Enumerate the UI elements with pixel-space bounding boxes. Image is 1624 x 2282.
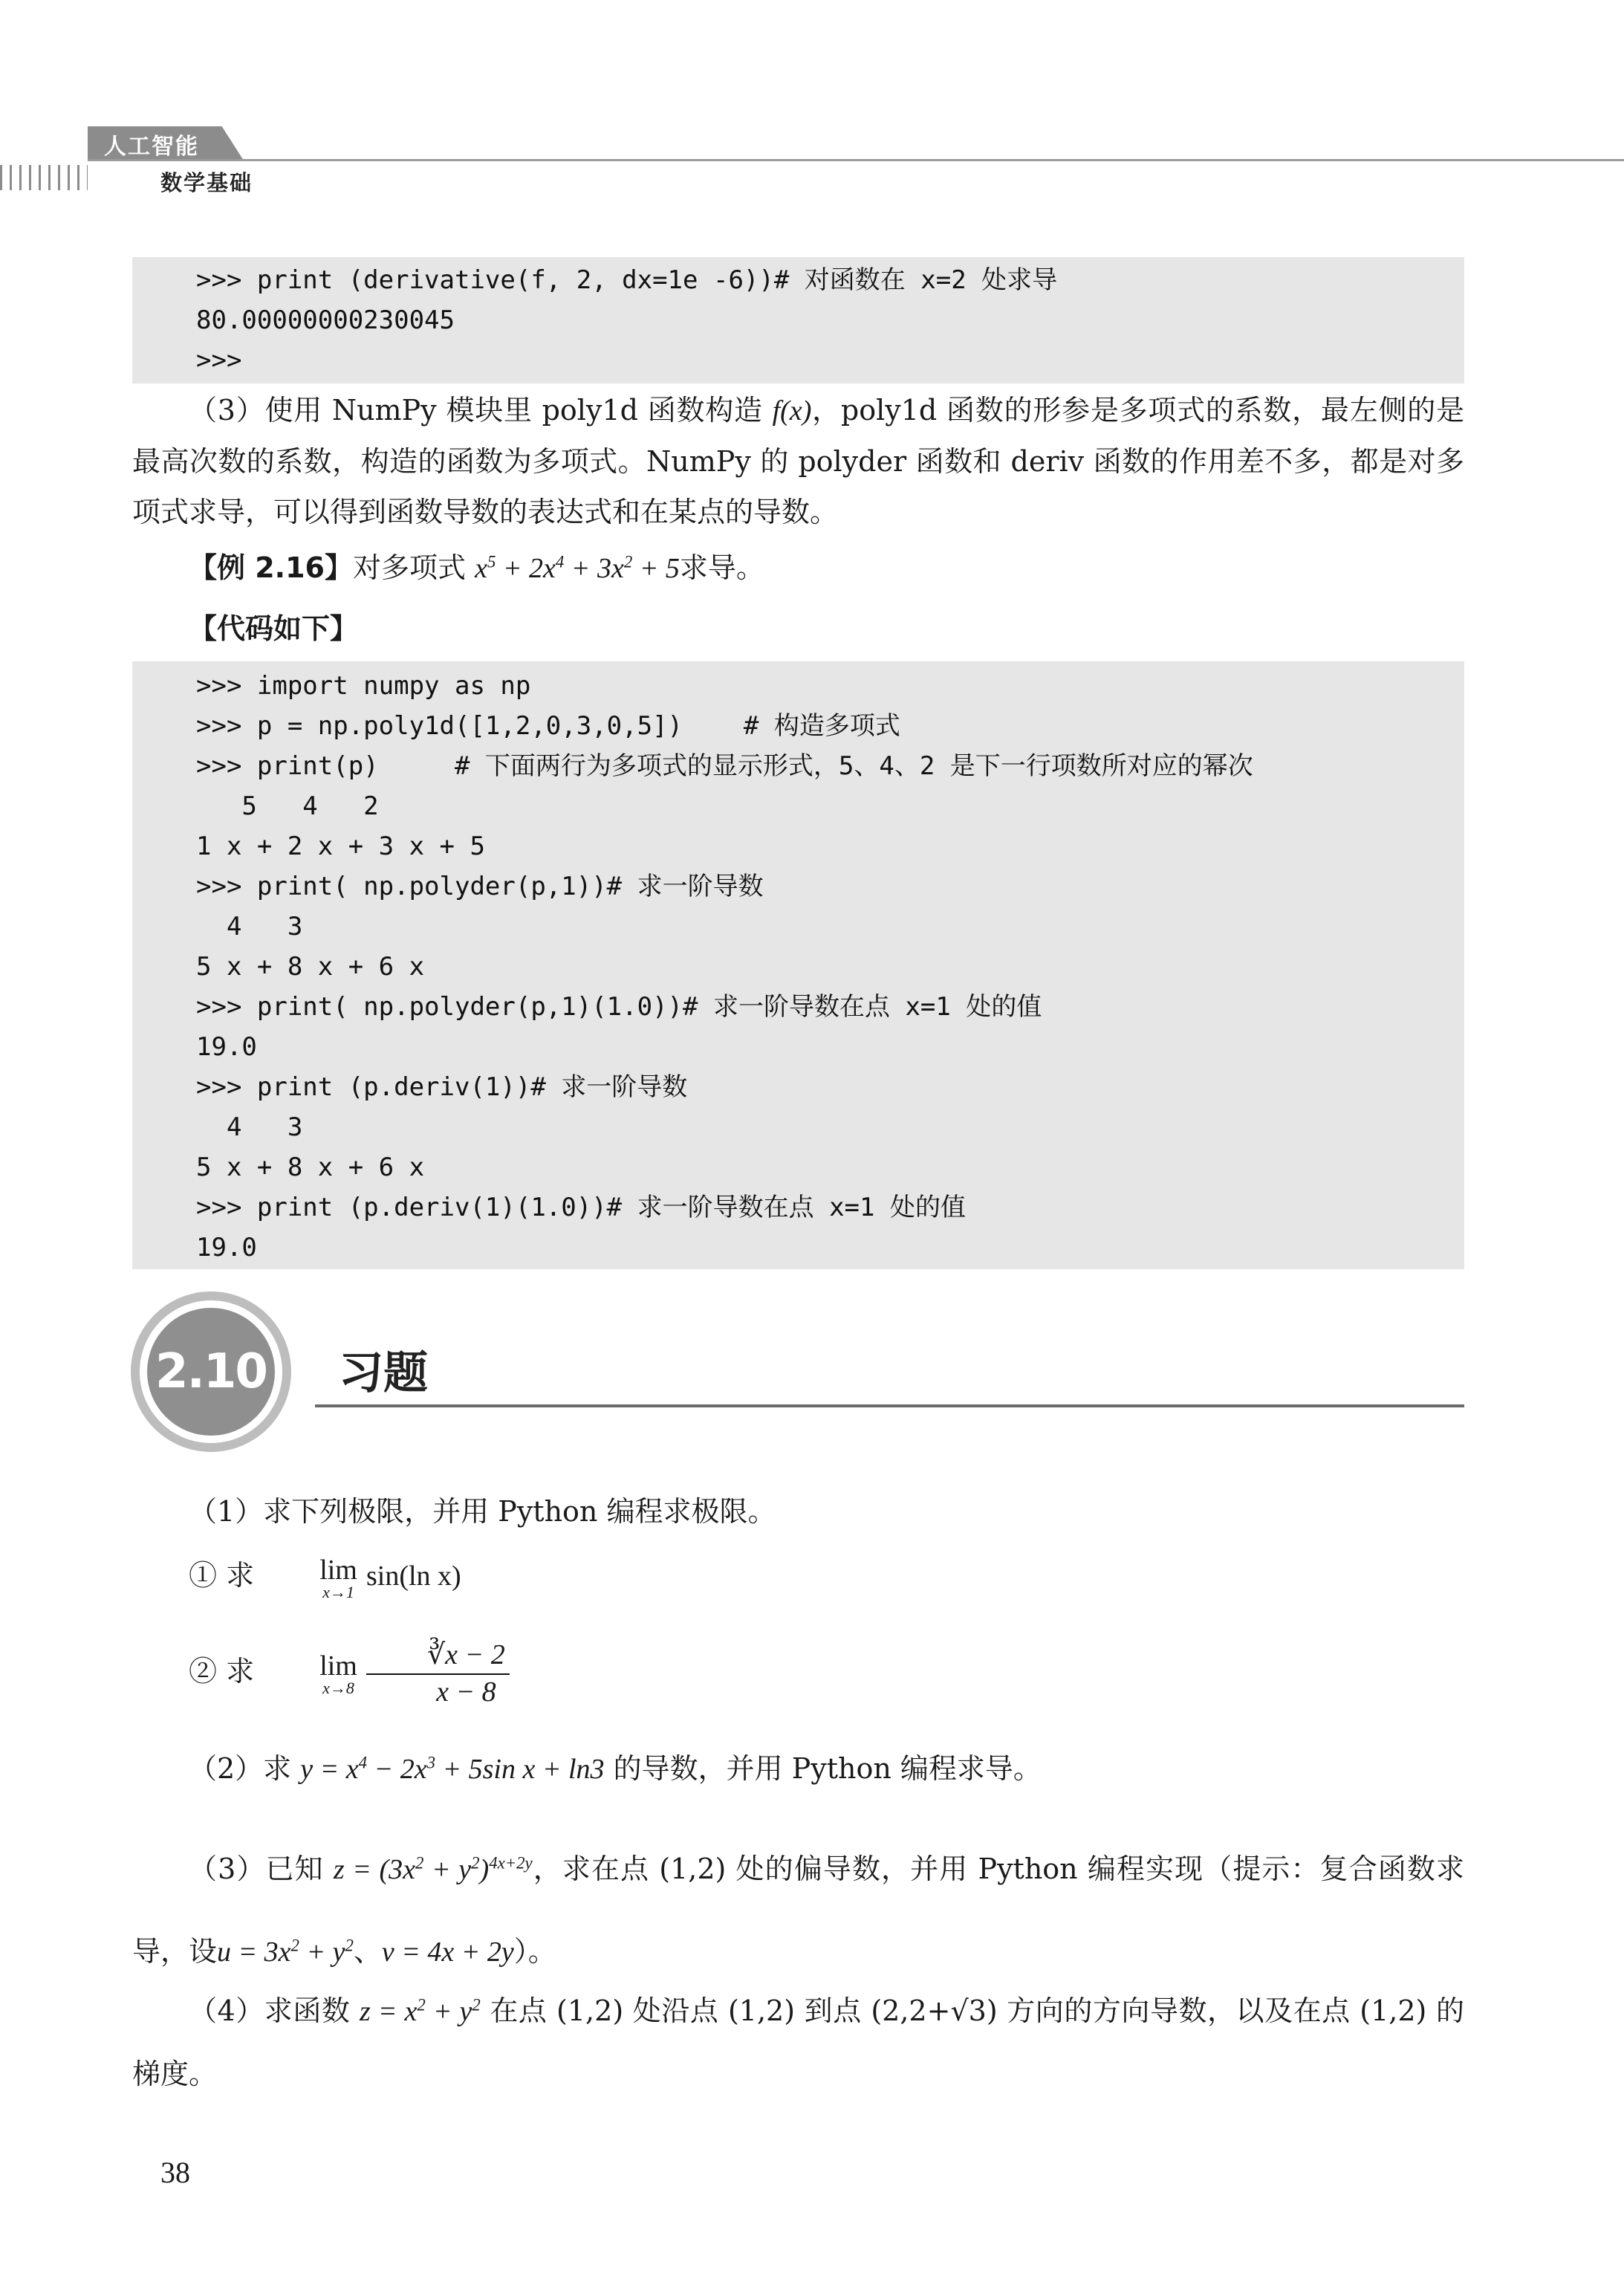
exercise-2: （2）求 $y = x^4 - 2x^3 + 5\sin$ x + ln3 的导数，并用 Python 编程求导。	[189, 1752, 1042, 1785]
derivative-expr: $y = x^4 - 2x^3 + 5\sin$ x + ln3	[300, 1753, 605, 1785]
fx-symbol: f(x)	[772, 395, 812, 427]
code-line: >>> print (p.deriv(1))# 求一阶导数	[196, 1072, 688, 1102]
v-expr: v = 4x + 2y	[381, 1936, 514, 1968]
exercise-4: （4）求函数 $z = x^2 + y^2$ 在点 (1,2) 处沿点 (1,2) 到点 (2,2+√3) 方向的方向导数，以及在点 (1,2) 的梯度。	[132, 1994, 1464, 2090]
exercise-1: （1）求下列极限，并用 Python 编程求极限。	[189, 1495, 776, 1528]
header-stripes	[0, 165, 88, 190]
z-expr: $z = (3x^2 + y^2)^{4x+2y}$	[333, 1853, 533, 1885]
code-line: 80.00000000230045	[196, 305, 455, 335]
code-line: 4 3	[196, 1112, 303, 1142]
u-expr: $u = 3x^2 + y^2$	[217, 1936, 354, 1968]
exercise-1a: ① 求 lim x→1 sin(ln x)	[189, 1554, 461, 1601]
code-line: 19.0	[196, 1233, 257, 1262]
code-block-derivative	[132, 257, 1464, 383]
code-line: 5 4 2	[196, 791, 379, 821]
paragraph-text: （3）使用 NumPy 模块里 poly1d 函数构造	[189, 394, 773, 427]
code-line: 5 x + 8 x + 6 x	[196, 1153, 425, 1182]
example-text: 对多项式	[353, 551, 475, 584]
code-line: >>> print (p.deriv(1)(1.0))# 求一阶导数在点 x=1 处的值	[196, 1193, 966, 1222]
example-text-end: 求导。	[679, 551, 764, 584]
section-rule	[315, 1404, 1464, 1407]
exercise-1b: ② 求 lim x→8 $\frac{∛x - 2}{x - 8}$	[132, 1630, 1464, 1712]
book-title: 人工智能	[104, 134, 199, 160]
code-line: 19.0	[196, 1032, 257, 1062]
code-block-poly1d	[132, 661, 1464, 1269]
code-line: 5 x + 8 x + 6 x	[196, 952, 425, 982]
example-2-16	[132, 542, 1464, 594]
polynomial-expr: $x^5 + 2x^4 + 3x^2 + 5$	[475, 552, 680, 584]
code-label: 【代码如下】	[189, 612, 359, 645]
limit-op: lim x→8	[319, 1650, 357, 1697]
code-line: 4 3	[196, 912, 303, 941]
code-line: 1 x + 2 x + 3 x + 5	[196, 832, 485, 861]
code-line: >>> print( np.polyder(p,1))# 求一阶导数	[196, 872, 764, 901]
page-number: 38	[160, 2156, 190, 2189]
code-line: >>> print(p) # 下面两行为多项式的显示形式，5、4、2 是下一行项数所对应的幂次	[196, 751, 1253, 781]
code-line: >>>	[196, 346, 242, 375]
z-function: $z = x^2 + y^2$	[360, 1995, 481, 2027]
code-line: >>> import numpy as np	[196, 671, 531, 701]
paragraph-text-cont: ，poly1d 函数的形参是多项式的系数，最左侧的是最高次数的系数，构造的函数为多项式。NumPy 的 polyder 函数和 deriv 函数的作用差不多，都是对多项式求导，可以得到函数导数的表达式和在某点的导数。	[132, 394, 1464, 528]
section-title: 习题	[339, 1347, 428, 1399]
example-label: 【例 2.16】	[189, 551, 353, 584]
paragraph-numpy	[132, 385, 1464, 537]
code-line: >>> print (derivative(f, 2, dx=1e -6))# 对函数在 x=2 处求导	[196, 265, 1058, 295]
limit-fraction: $\frac{∛x - 2}{x - 8}$	[366, 1641, 510, 1708]
exercise-3: （3）已知 $z = (3x^2 + y^2)^{4x+2y}$，求在点 (1,2) 处的偏导数，并用 Python 编程实现（提示：复合函数求导，设$u = 3x^2 + y^2$、v = 4x + 2y）。	[132, 1852, 1465, 1968]
book-subtitle: 数学基础	[160, 170, 253, 195]
header-rule	[88, 159, 1624, 161]
code-line: >>> p = np.poly1d([1,2,0,3,0,5]) # 构造多项式	[196, 711, 900, 741]
limit-expr: sin(ln x)	[366, 1560, 461, 1592]
code-line: >>> print( np.polyder(p,1)(1.0))# 求一阶导数在点 x=1 处的值	[196, 992, 1042, 1022]
section-number: 2.10	[147, 1308, 275, 1436]
limit-op: lim x→1	[319, 1554, 357, 1601]
